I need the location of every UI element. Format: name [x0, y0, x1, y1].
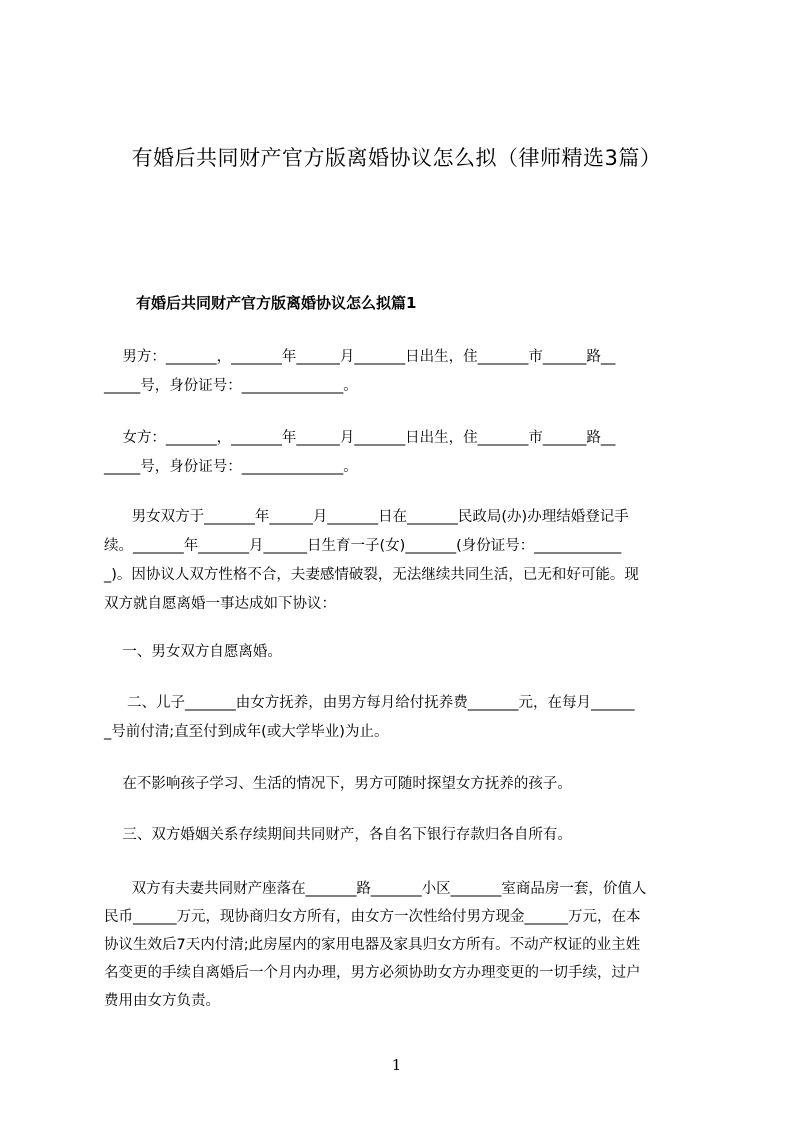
paragraph-line: 民币______万元，现协商归女方所有，由女方一次性给付男方现金______万元，在本: [104, 909, 641, 925]
paragraph-line: 在不影响孩子学习、生活的情况下，男方可随时探望女方抚养的孩子。: [104, 776, 572, 792]
paragraph-line: _____号，身份证号：______________。: [104, 378, 358, 394]
section-title: 有婚后共同财产官方版离婚协议怎么拟篇1: [136, 294, 417, 312]
page-number: 1: [391, 1056, 402, 1074]
paragraph-line: 二、儿子_______由女方抚养，由男方每月给付抚养费_______元，在每月______: [104, 695, 635, 711]
paragraph-line: 三、双方婚姻关系存续期间共同财产，各自名下银行存款归各自所有。: [104, 827, 572, 843]
paragraph-line: 协议生效后7天内付清;此房屋内的家用电器及家具归女方所有。不动产权证的业主姓: [104, 937, 641, 953]
paragraph-line: _号前付清;直至付到成年(或大学毕业)为止。: [104, 724, 389, 740]
paragraph-line: 一、男女双方自愿离婚。: [104, 644, 282, 660]
paragraph-line: 男方：_______，_______年______月_______日出生，住_______市______路__: [104, 349, 616, 365]
paragraph-line: _____号，身份证号：______________。: [104, 459, 358, 475]
document-title: 有婚后共同财产官方版离婚协议怎么拟（律师精选3篇）: [131, 146, 662, 170]
paragraph-line: 双方有夫妻共同财产座落在_______路_______小区_______室商品房一套，价值人: [104, 881, 647, 897]
paragraph-line: 续。_______年_______月______日生育一子(女)_______(身份证号：____________: [104, 538, 622, 554]
paragraph-line: 男女双方于_______年______月_______日在_______民政局(办)办理结婚登记手: [104, 509, 629, 525]
paragraph-line: 名变更的手续自离婚后一个月内办理，男方必须协助女方办理变更的一切手续，过户: [104, 965, 641, 981]
paragraph-line: 双方就自愿离婚一事达成如下协议：: [104, 596, 336, 612]
paragraph-line: _)。因协议人双方性格不合，夫妻感情破裂，无法继续共同生活，已无和好可能。现: [104, 567, 639, 583]
paragraph-line: 费用由女方负责。: [104, 993, 220, 1009]
paragraph-line: 女方：_______，_______年______月_______日出生，住_______市______路__: [104, 430, 616, 446]
